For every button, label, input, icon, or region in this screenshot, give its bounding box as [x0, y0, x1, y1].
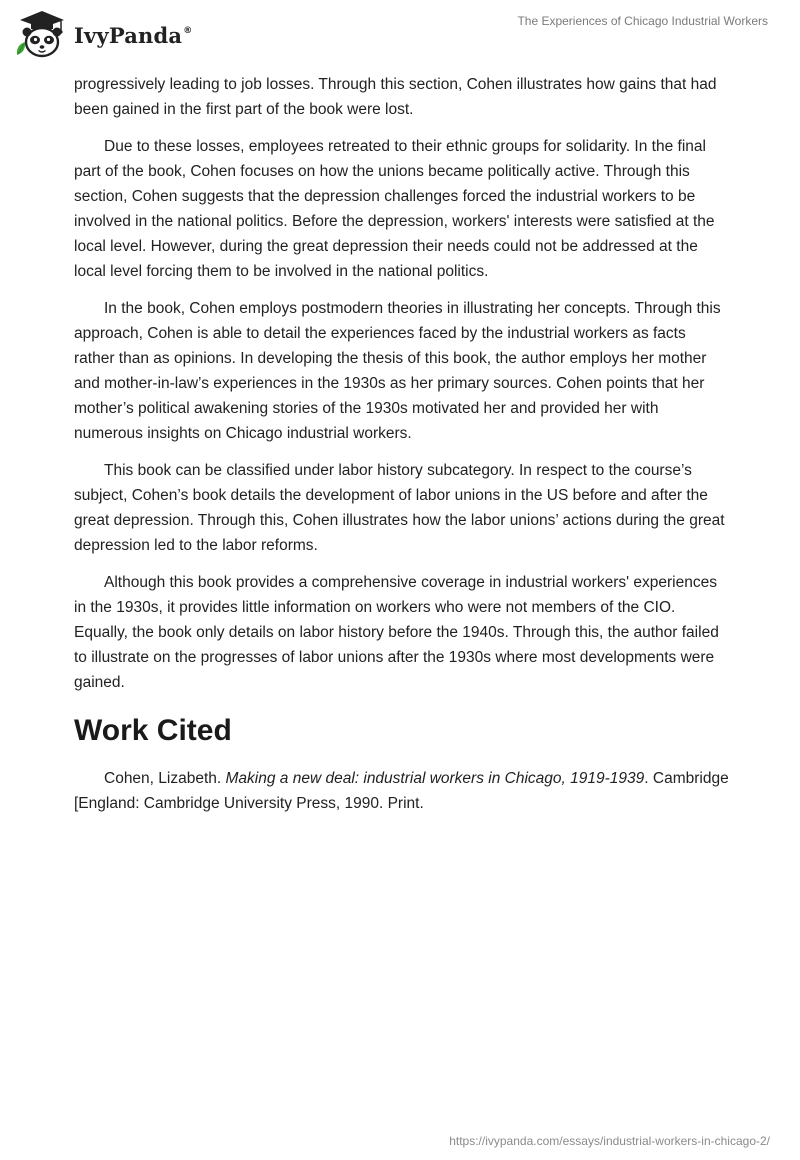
registered-mark: ® — [183, 25, 193, 36]
brand-logo[interactable] — [14, 9, 192, 59]
citation-publication: . Cambridge [England: Cambridge University Press, 1990. Print. — [74, 770, 729, 812]
source-url[interactable]: https://ivypanda.com/essays/industrial-workers-in-chicago-2/ — [449, 1134, 770, 1148]
paragraph: This book can be classified under labor history subcategory. In respect to the course’s subject, Cohen’s book details the development of labor unions in the US before and after the great depression. Through this, Cohen illustrates how the labor unions’ actions during the great depression led to the labor reforms. — [74, 462, 725, 554]
essay-body — [74, 72, 730, 816]
paragraph-continued: progressively leading to job losses. Through this section, Cohen illustrates how gains that had been gained in the first part of the book were lost. — [74, 76, 717, 118]
citation-author: Cohen, Lizabeth. — [104, 770, 226, 787]
paragraph: Due to these losses, employees retreated to their ethnic groups for solidarity. In the final part of the book, Cohen focuses on how the unions became politically active. Through this section, Cohen suggests that the depression challenges forced the industrial workers to be involved in the national politics. Before the depression, workers' interests were satisfied at the local level. However, during the great depression their needs could not be addressed at the local level forcing them to be involved in the national politics. — [74, 138, 715, 280]
panda-graduate-logo-icon — [14, 9, 70, 59]
works-cited-heading: Work Cited — [74, 714, 232, 747]
citation-title: Making a new deal: industrial workers in Chicago, 1919-1939 — [225, 770, 645, 787]
brand-name: IvyPanda® — [74, 22, 193, 48]
paragraph: Although this book provides a comprehensive coverage in industrial workers' experiences in the 1930s, it provides little information on workers who were not members of the CIO. Equally, the book only details on labor history before the 1940s. Through this, the author failed to illustrate on the progresses of labor unions after the 1930s where most developments were gained. — [74, 574, 719, 691]
document-title: The Experiences of Chicago Industrial Workers — [517, 14, 768, 28]
paragraph: In the book, Cohen employs postmodern theories in illustrating her concepts. Through this approach, Cohen is able to detail the experiences faced by the industrial workers as facts rather than as opinions. In developing the thesis of this book, the author employs her mother and mother-in-law’s experiences in the 1930s as her primary sources. Cohen points that her mother’s political awakening stories of the 1930s motivated her and provided her with numerous insights on Chicago industrial workers. — [74, 300, 721, 442]
citation-entry — [74, 766, 730, 816]
page-header — [0, 0, 800, 70]
